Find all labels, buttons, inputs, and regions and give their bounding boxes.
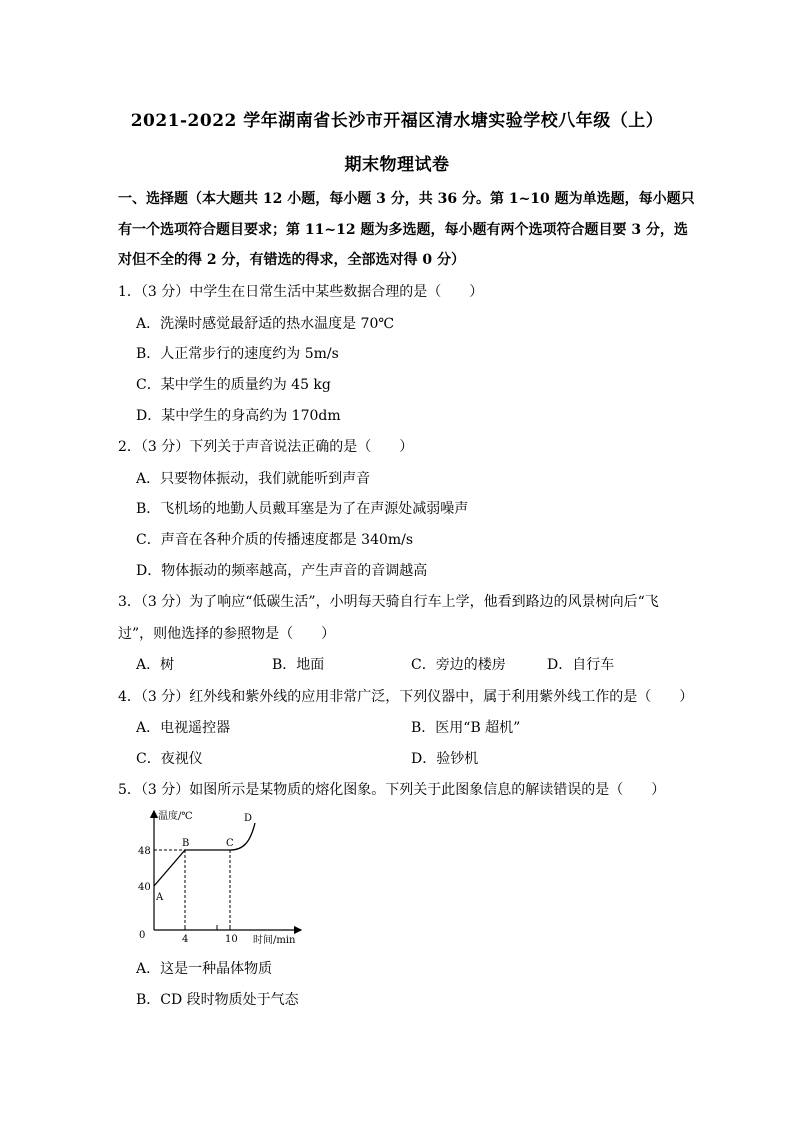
y-tick-label-40: 40	[138, 882, 151, 893]
question-2-option-b: B．飞机场的地勤人员戴耳塞是为了在声源处减弱噪声	[136, 501, 469, 517]
x-tick-label-4: 4	[182, 934, 189, 945]
question-3-option-b: B．地面	[272, 657, 325, 673]
question-4-option-c: C．夜视仪	[136, 751, 203, 767]
x-tick-label-10: 10	[225, 934, 238, 945]
question-5-option-b: B．CD 段时物质处于气态	[136, 992, 299, 1008]
melting-curve-abc	[154, 850, 230, 886]
point-label-c: C	[226, 838, 234, 849]
origin-label: 0	[139, 930, 146, 941]
question-2-option-d: D．物体振动的频率越高，产生声音的音调越高	[136, 563, 428, 579]
question-1-stem: 1．（3 分）中学生在日常生活中某些数据合理的是（ ）	[118, 284, 484, 300]
question-4-option-a: A．电视遥控器	[136, 720, 231, 736]
question-1-option-a: A．洗澡时感觉最舒适的热水温度是 70℃	[136, 316, 395, 332]
question-4-option-d: D．验钞机	[411, 751, 479, 767]
question-1-option-d: D．某中学生的身高约为 170dm	[136, 408, 341, 424]
melting-curve-cd	[230, 823, 255, 850]
question-3-option-d: D．自行车	[547, 657, 615, 673]
question-5-stem: 5．（3 分）如图所示是某物质的熔化图象。下列关于此图象信息的解读错误的是（ ）	[118, 782, 666, 798]
section-header-line3: 对但不全的得 2 分，有错选的得求，全部选对得 0 分）	[118, 252, 465, 268]
question-3-option-a: A．树	[136, 657, 175, 673]
question-5-option-a: A．这是一种晶体物质	[136, 961, 273, 977]
question-1-option-c: C．某中学生的质量约为 45 kg	[136, 377, 331, 393]
x-axis-label: 时间/min	[253, 935, 296, 945]
question-3-stem-line2: 过”，则他选择的参照物是（ ）	[118, 626, 336, 642]
question-3-stem-line1: 3．（3 分）为了响应“低碳生活”，小明每天骑自行车上学，他看到路边的风景树向后“飞	[118, 594, 659, 610]
y-tick-label-48: 48	[138, 846, 151, 857]
section-header-line1: 一、选择题（本大题共 12 小题，每小题 3 分，共 36 分。第 1~10 题为单选题，每小题只	[118, 191, 695, 207]
question-2-option-c: C．声音在各种介质的传播速度都是 340m/s	[136, 532, 414, 548]
question-4-option-b: B．医用“B 超机”	[411, 720, 521, 736]
question-1-option-b: B．人正常步行的速度约为 5m/s	[136, 346, 339, 362]
point-label-a: A	[156, 892, 164, 903]
question-4-stem: 4．（3 分）红外线和紫外线的应用非常广泛，下列仪器中，属于利用紫外线工作的是（ ）	[118, 689, 694, 705]
exam-title-line1: 2021-2022 学年湖南省长沙市开福区清水塘实验学校八年级（上）	[130, 111, 664, 131]
point-label-b: B	[182, 838, 190, 849]
question-3-option-c: C．旁边的楼房	[411, 657, 506, 673]
melting-curve-figure	[125, 803, 315, 945]
question-2-stem: 2．（3 分）下列关于声音说法正确的是（ ）	[118, 439, 414, 455]
exam-title-line2: 期末物理试卷	[344, 155, 450, 175]
section-header-line2: 有一个选项符合题目要求；第 11~12 题为多选题，每小题有两个选项符合题目要 3 分，选	[118, 222, 688, 238]
question-2-option-a: A．只要物体振动，我们就能听到声音	[136, 471, 371, 487]
point-label-d: D	[244, 813, 253, 824]
y-axis-label: 温度/℃	[158, 811, 193, 822]
